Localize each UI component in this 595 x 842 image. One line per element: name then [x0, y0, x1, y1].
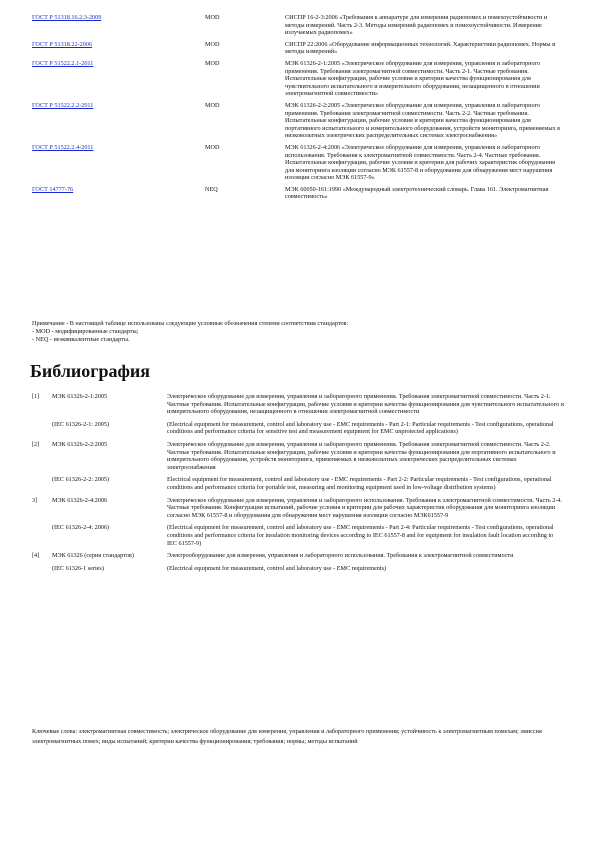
entry-title: (Electrical equipment for measurement, control and laboratory use - EMC requirements - Part 2-4: Particular requirements - Test configurations, operational conditions and performance criteria for insulation monitoring devices according to IEC 61557-8 and for equipment for insulation fault location according to IEC 61557-9)	[167, 524, 554, 547]
standard-link[interactable]: ГОСТ 14777-76	[32, 185, 74, 193]
entry-designation: (IEC 61326-2-1: 2005)	[52, 420, 110, 428]
bibliography-entry	[32, 393, 564, 416]
degree-cell: MOD	[205, 143, 220, 151]
degree-cell: NEQ	[205, 185, 218, 193]
entry-designation: МЭК 61326-2-4:2006	[52, 496, 108, 504]
standard-link[interactable]: ГОСТ Р 51522.2.1-2011	[32, 59, 94, 67]
bibliography-entry	[32, 565, 564, 573]
standard-link[interactable]: ГОСТ Р 51522.2.4-2011	[32, 143, 94, 151]
standard-cell	[32, 41, 205, 56]
standard-cell	[32, 60, 205, 98]
entry-number	[32, 524, 52, 547]
entry-title: Электрооборудование для измерения, управления и лабораторного использования. Требования к электромагнитной совместимости	[167, 552, 514, 560]
entry-designation: (IEC 61326-1 series)	[52, 564, 104, 572]
bibliography-entry	[32, 524, 564, 547]
entry-number	[32, 421, 52, 436]
standard-cell	[32, 14, 205, 37]
bibliography-entry	[32, 497, 564, 520]
standard-link[interactable]: ГОСТ Р 51318.22-2006	[32, 40, 93, 48]
table-note	[32, 320, 562, 343]
entry-number: [2]	[32, 440, 40, 448]
correspondence-row	[32, 102, 564, 140]
standards-correspondence-table	[32, 14, 564, 205]
bibliography-entry	[32, 421, 564, 436]
entry-title: Электрическое оборудование для измерения, управления и лабораторного применения. Требования электромагнитной совместимости. Часть 2-2. Частные требования. Испытательные конфигурации, рабочие условия и критерии качества функционирования для портативного испытательного и измерительного оборудования, устройств мониторинга, применяемых в низковольтных электрических распределительных системах электроснабжения	[167, 440, 556, 471]
international-document-cell: МЭК 60050-161:1990 «Международный электротехнический словарь. Глава 161. Электромагнитная совместимость»	[285, 185, 549, 201]
bibliography-entry	[32, 476, 564, 491]
entry-number	[32, 476, 52, 491]
international-document-cell: СИСПР 22:2006 «Оборудование информационных технологий. Характеристики радиопомех. Нормы и методы измерений»	[285, 40, 556, 56]
entry-number	[32, 565, 52, 573]
international-document-cell: МЭК 61326-2-1:2005 «Электрическое оборудование для измерения, управления и лабораторного применения. Требования электромагнитной совместимости. Часть 2-1. Частные требования. Испытательные конфигурации, рабочие условия и критерии качества функционирования для чувствительного испытательного и измерительного оборудования, незащищенного в отношении электромагнитной совместимости»	[285, 59, 541, 98]
entry-designation: МЭК 61326 (серия стандартов)	[52, 552, 134, 560]
standard-link[interactable]: ГОСТ Р 51522.2.2-2011	[32, 101, 94, 109]
bibliography-entry	[32, 552, 564, 560]
bibliography-heading: Библиография	[30, 361, 151, 381]
degree-cell: MOD	[205, 14, 220, 21]
bibliography-entry	[32, 441, 564, 471]
entry-title: Электрическое оборудование для измерения, управления и лабораторного применения. Требования электромагнитной совместимости. Часть 2-1. Частные требования. Испытательные конфигурации, рабочие условия и критерии качества функционирования для чувствительного испытательного и измерительного оборудования, незащищенного в отношении электромагнитной совместимости	[167, 393, 564, 416]
correspondence-row	[32, 41, 564, 56]
keywords-paragraph: Ключевые слова: электромагнитная совместимость; электрическое оборудование для измерения, управления и лабораторного применения; устойчивость к электромагнитным помехам; эмиссия электромагнитных помех; виды испытаний; критерии качества функционирования; требования; нормы; методы испытаний	[32, 728, 542, 745]
international-document-cell: МЭК 61326-2-2:2005 «Электрическое оборудование для измерения, управления и лабораторного применения. Требования электромагнитной совместимости. Часть 2-2. Частные требования. Испытательные конфигурации, рабочие условия и критерии качества функционирования для портативного испытательного и измерительного оборудования, устройств мониторинга, применяемых в низковольтных электрических распределительных системах электроснабжения»	[285, 101, 561, 140]
note-item: - NEQ - неэквивалентные стандарты.	[32, 335, 130, 343]
entry-number: 3]	[32, 496, 38, 504]
entry-designation: (IEC 61326-2-2: 2005)	[52, 476, 110, 484]
standard-cell	[32, 144, 205, 182]
correspondence-row	[32, 14, 564, 37]
entry-title: (Electrical equipment for measurement, control and laboratory use - EMC requirements - Part 2-1: Particular requirements - Test configurations, operational conditions and performance criteria for sensitive test and measurement equipment for EMC unprotected applications)	[167, 420, 554, 436]
entry-designation: МЭК 61326-2-1:2005	[52, 393, 108, 400]
entry-title: (Electrical equipment for measurement, control and laboratory use - EMC requirements)	[167, 564, 387, 572]
entry-designation: (IEC 61326-2-4: 2006)	[52, 524, 110, 532]
standard-cell	[32, 102, 205, 140]
degree-cell: MOD	[205, 40, 220, 48]
entry-title: Электрическое оборудование для измерения, управления и лабораторного использования. Требования к электромагнитной совместимости. Часть 2-4. Частные требования. Конфигурации испытаний, рабочие условия и критерии для рабочих характеристик оборудования для мониторинга изоляции согласно МЭК 61557-8 и оборудования для обнаружения мест нарушения изоляции согласно МЭК61557-9	[167, 496, 563, 519]
correspondence-row	[32, 144, 564, 182]
entry-designation: МЭК 61326-2-2:2005	[52, 440, 108, 448]
degree-cell: MOD	[205, 59, 220, 67]
standard-link[interactable]: ГОСТ Р 51318.16.2.3-2009	[32, 14, 102, 21]
entry-number: [1]	[32, 393, 40, 400]
entry-title: Electrical equipment for measurement, control and laboratory use - EMC requirements - Part 2-2: Particular requirements - Test configurations, operational conditions and performance criteria for portable test, measuring and monitoring equipment used in low-voltage distribution systems)	[167, 476, 552, 491]
correspondence-row	[32, 60, 564, 98]
entry-number: [4]	[32, 552, 40, 560]
degree-cell: MOD	[205, 101, 220, 109]
correspondence-row	[32, 186, 564, 201]
international-document-cell: СИСПР 16-2-3:2006 «Требования к аппаратуре для измерения радиопомех и помехоустойчивости и методы измерений. Часть 2-3. Методы измерений радиопомех и помехоустойчивости. Измерение излучаемых радиопомех»	[285, 14, 548, 37]
note-lead: Примечание - В настоящей таблице использованы следующие условные обозначения степени соответствия стандартов:	[32, 320, 349, 327]
note-item: - MOD - модифицированные стандарты;	[32, 327, 139, 335]
standard-cell	[32, 186, 205, 201]
bibliography-list	[32, 393, 564, 577]
international-document-cell: МЭК 61326-2-4:2006 «Электрическое оборудование для измерения, управления и лабораторного использования. Требования к электромагнитной совместимости. Часть 2-4. Частные требования. Испытательные конфигурации, рабочие условия и критерии для рабочих характеристик оборудования для мониторинга изоляции согласно МЭК 61557-8 и оборудования для обнаружения мест нарушения изоляции согласно МЭК 61557-9»	[285, 143, 556, 182]
